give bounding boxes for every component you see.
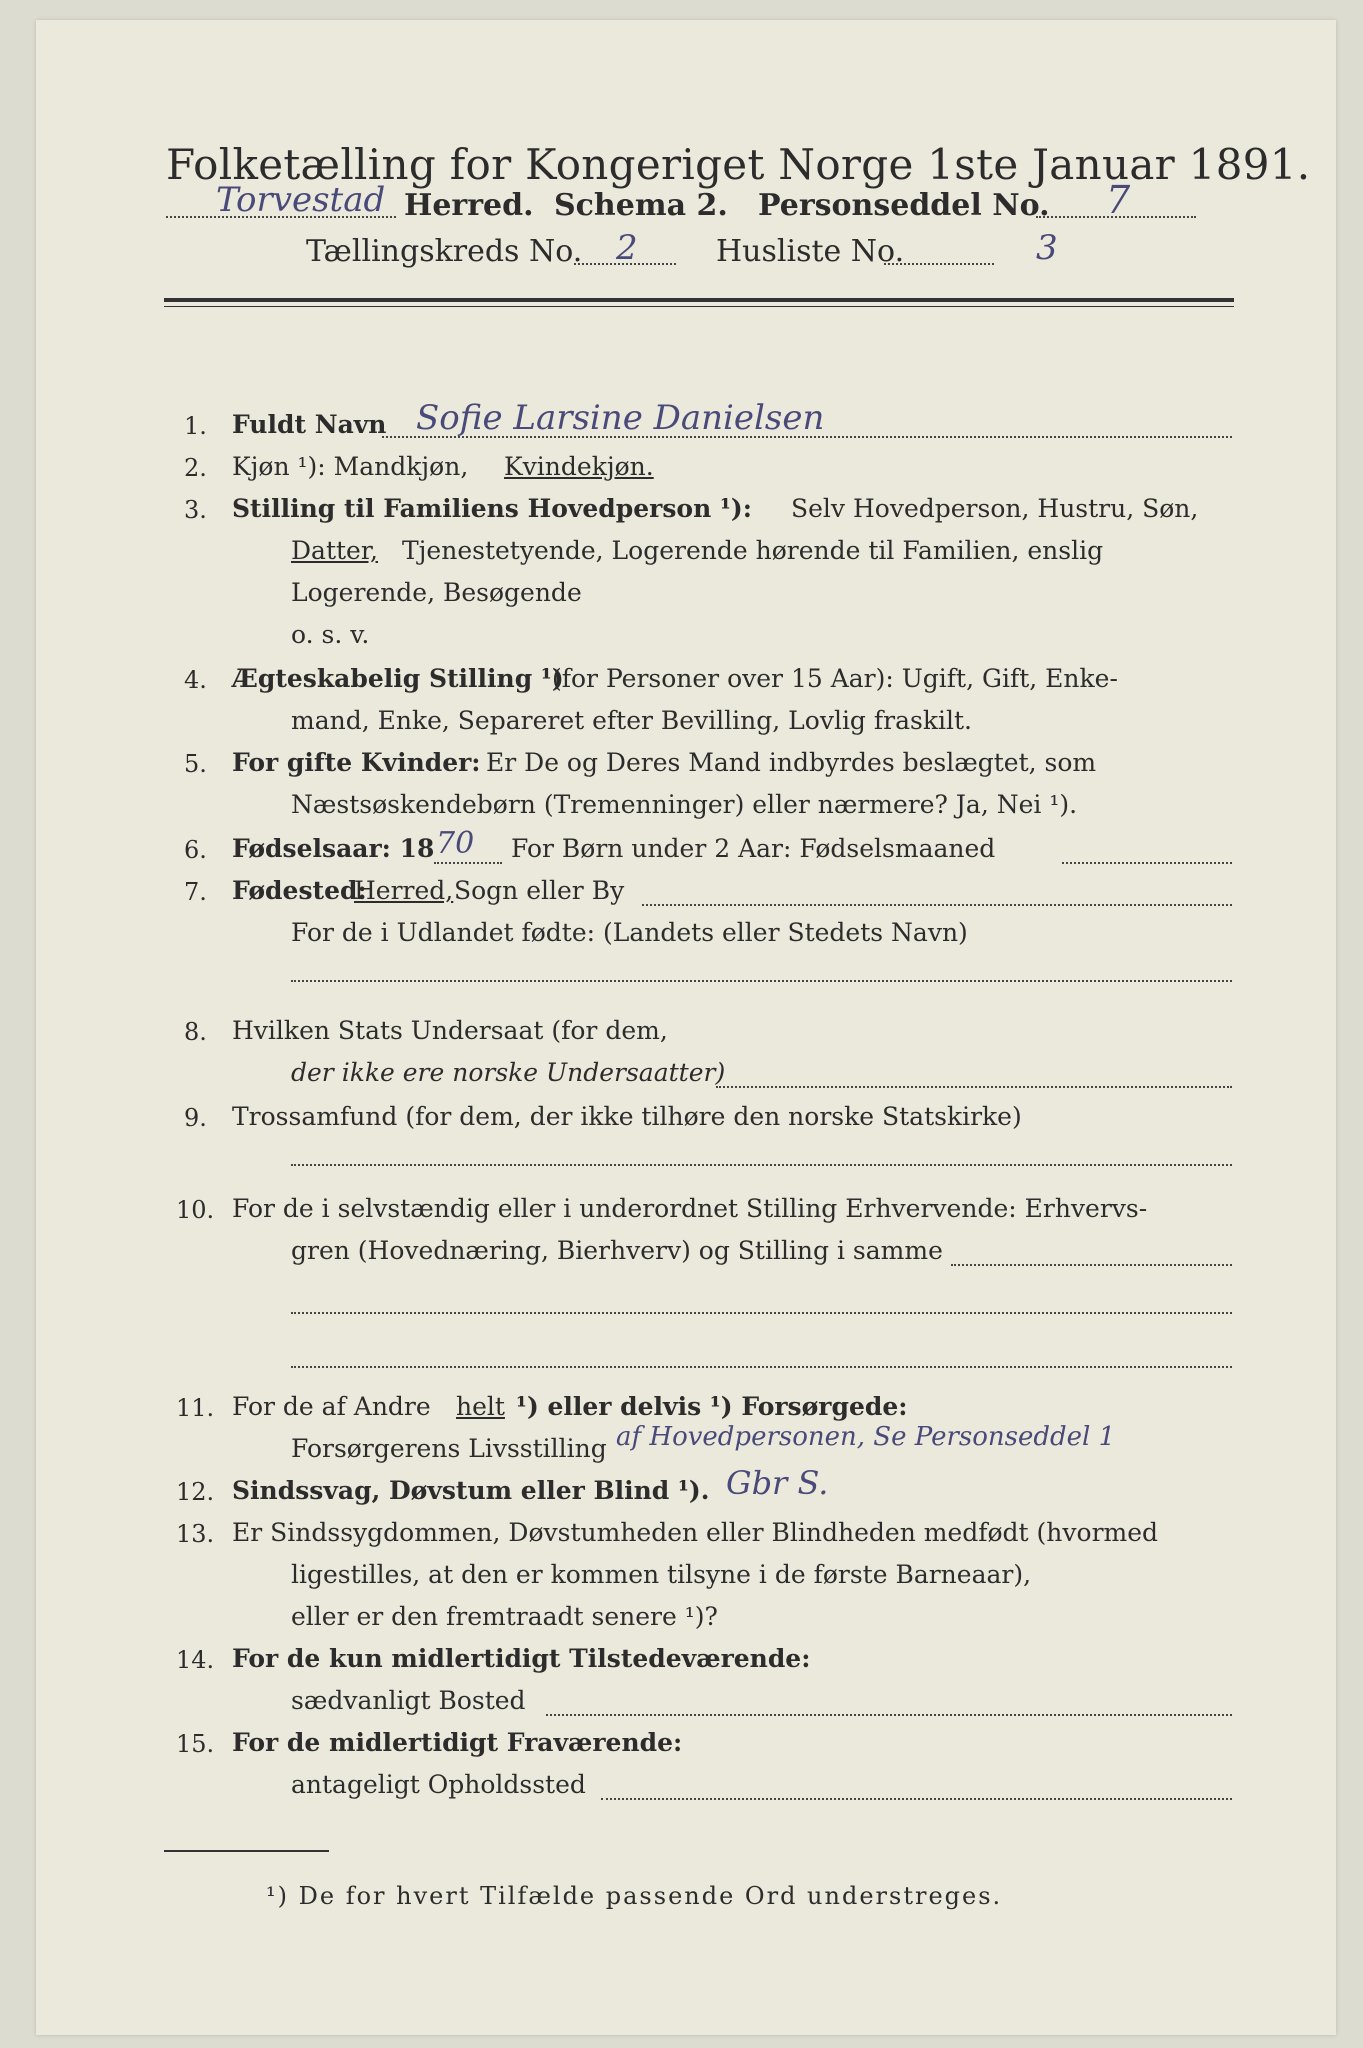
q11-line1b: ¹) eller delvis ¹) Forsørgede:: [516, 1392, 908, 1421]
husliste-dots: [884, 263, 994, 265]
q13-line1: Er Sindssygdommen, Døvstumheden eller Blindheden medfødt (hvormed: [232, 1518, 1159, 1547]
q12-num: 12.: [176, 1478, 215, 1506]
q3-line4: o. s. v.: [291, 620, 370, 649]
q10-num: 10.: [176, 1196, 215, 1224]
q3-line1: Selv Hovedperson, Hustru, Søn,: [791, 494, 1199, 523]
q1-value: Sofie Larsine Danielsen: [416, 398, 825, 438]
q1-num: 1.: [184, 412, 207, 440]
q12-value: Gbr S.: [726, 1464, 829, 1502]
q12-label: Sindssvag, Døvstum eller Blind ¹).: [232, 1476, 710, 1505]
q13-line3: eller er den fremtraadt senere ¹)?: [291, 1602, 718, 1631]
q2-option-kvindekjon: Kvindekjøn.: [504, 452, 654, 481]
footnote-rule: [164, 1850, 329, 1852]
q5-line1: Er De og Deres Mand indbyrdes beslægtet, som: [486, 748, 1097, 777]
q8-line2: der ikke ere norske Undersaatter): [291, 1058, 726, 1087]
q4-num: 4.: [184, 666, 207, 694]
q6-value: 70: [436, 826, 475, 861]
q4-label: Ægteskabelig Stilling ¹): [232, 664, 564, 693]
q14-num: 14.: [176, 1646, 215, 1674]
q14-line2: sædvanligt Bosted: [291, 1686, 526, 1715]
q4-line1: (for Personer over 15 Aar): Ugift, Gift, Enke-: [552, 664, 1118, 693]
q2-label: Kjøn ¹): Mandkjøn,: [232, 452, 469, 481]
census-form: [36, 20, 1336, 2035]
personseddel-label: Personseddel No.: [758, 188, 1050, 223]
q7-rest: Sogn eller By: [454, 876, 625, 905]
q10-dots-2: [291, 1312, 1232, 1314]
q9-num: 9.: [184, 1104, 207, 1132]
q10-dots: [951, 1264, 1232, 1266]
q7-label: Fødested:: [232, 876, 367, 905]
q8-num: 8.: [184, 1018, 207, 1046]
q7-num: 7.: [184, 878, 207, 906]
q7-dots: [642, 904, 1232, 906]
q5-label: For gifte Kvinder:: [232, 748, 481, 777]
q7-line2: For de i Udlandet fødte: (Landets eller Stedets Navn): [291, 918, 968, 947]
herred-label: Herred.: [404, 188, 534, 223]
q15-line2: antageligt Opholdssted: [291, 1770, 586, 1799]
q5-num: 5.: [184, 750, 207, 778]
q6-label: Fødselsaar: 18: [232, 834, 435, 863]
q3-label: Stilling til Familiens Hovedperson ¹):: [232, 494, 752, 523]
q15-line1: For de midlertidigt Fraværende:: [232, 1728, 683, 1757]
q15-num: 15.: [176, 1730, 215, 1758]
krets-label: Tællingskreds No.: [306, 234, 583, 269]
q10-line2: gren (Hovednæring, Bierhverv) og Stilling i samme: [291, 1236, 943, 1265]
schema-label: Schema 2.: [554, 188, 728, 223]
q11-value: af Hovedpersonen, Se Personseddel 1: [616, 1422, 1116, 1452]
q14-line1: For de kun midlertidigt Tilstedeværende:: [232, 1644, 811, 1673]
form-title: Folketælling for Kongeriget Norge 1ste Januar 1891.: [166, 140, 1311, 189]
husliste-label: Husliste No.: [716, 234, 905, 269]
q8-dots: [716, 1086, 1232, 1088]
q5-line2: Næstsøskendebørn (Tremenninger) eller nærmere? Ja, Nei ¹).: [291, 790, 1078, 819]
q3-line3: Logerende, Besøgende: [291, 578, 582, 607]
q14-dots: [546, 1714, 1232, 1716]
q6-rest: For Børn under 2 Aar: Fødselsmaaned: [511, 834, 996, 863]
q13-line2: ligestilles, at den er kommen tilsyne i de første Barneaar),: [291, 1560, 1032, 1589]
header-rule-thin: [164, 306, 1234, 307]
personseddel-value: 7: [1106, 178, 1131, 222]
q13-num: 13.: [176, 1520, 215, 1548]
q3-num: 3.: [184, 496, 207, 524]
q9-dots: [291, 1164, 1232, 1166]
q7-option-herred: Herred,: [354, 876, 454, 905]
q11-option-helt: helt: [456, 1392, 505, 1421]
q3-line2: Tjenestetyende, Logerende hørende til Familien, enslig: [402, 536, 1104, 565]
q6-num: 6.: [184, 836, 207, 864]
q7-answer-dots: [291, 980, 1232, 982]
q11-line1a: For de af Andre: [232, 1392, 431, 1421]
q10-line1: For de i selvstændig eller i underordnet Stilling Erhvervende: Erhvervs-: [232, 1194, 1148, 1223]
q6-month-dots: [1062, 862, 1232, 864]
husliste-value: 3: [1036, 228, 1058, 268]
q15-dots: [601, 1798, 1232, 1800]
q8-line1: Hvilken Stats Undersaat (for dem,: [232, 1016, 668, 1045]
q3-option-datter: Datter,: [291, 536, 378, 565]
q4-line2: mand, Enke, Separeret efter Bevilling, Lovlig fraskilt.: [291, 706, 972, 735]
q6-dots: [434, 862, 502, 864]
q1-label: Fuldt Navn: [232, 410, 387, 439]
q10-dots-3: [291, 1366, 1232, 1368]
q2-num: 2.: [184, 454, 207, 482]
krets-value: 2: [616, 228, 638, 268]
q11-num: 11.: [176, 1394, 215, 1422]
footnote: ¹) De for hvert Tilfælde passende Ord understreges.: [266, 1882, 1003, 1910]
q11-line2: Forsørgerens Livsstilling: [291, 1434, 607, 1463]
herred-value: Torvestad: [216, 180, 386, 220]
header-rule-thick: [164, 298, 1234, 302]
q9-line1: Trossamfund (for dem, der ikke tilhøre den norske Statskirke): [232, 1102, 1022, 1131]
